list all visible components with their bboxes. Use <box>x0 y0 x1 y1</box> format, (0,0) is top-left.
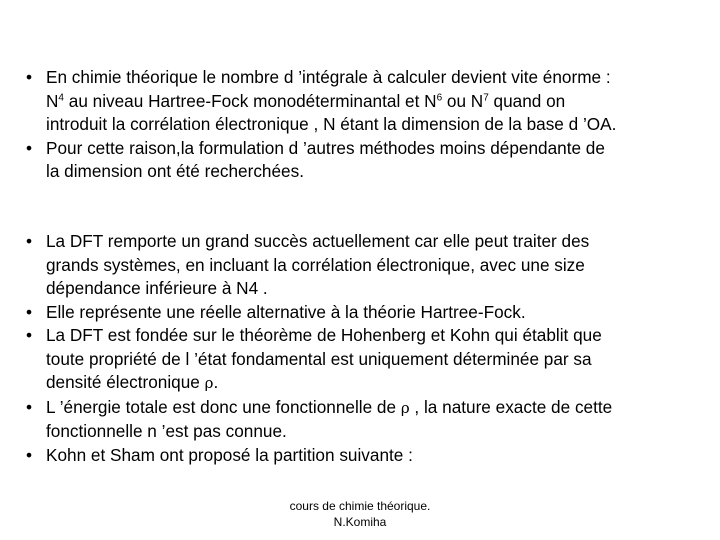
text-run: L ’énergie totale est donc une fonctionnelle de <box>46 396 401 417</box>
text-line: La DFT est fondée sur le théorème de Hohenberg et Kohn qui établit que <box>46 325 602 345</box>
text-line: toute propriété de l ’état fondamental est uniquement déterminée par sa <box>46 348 592 369</box>
bullet-icon: • <box>26 396 33 417</box>
bullet-item-kohn-sham <box>20 444 710 468</box>
superscript-exponent: 6 <box>436 91 443 103</box>
bullet-item-other-methods <box>20 137 710 184</box>
bullet-icon: • <box>26 444 33 465</box>
text-run: ou N <box>442 90 484 111</box>
text-run: N <box>46 90 59 111</box>
bullet-item-hohenberg-kohn <box>20 324 710 396</box>
text-line: En chimie théorique le nombre d ’intégrale à calculer devient vite énorme : <box>46 67 611 87</box>
bullet-icon: • <box>26 231 33 251</box>
text-run: . <box>213 372 219 392</box>
bullet-group-dft <box>20 230 710 467</box>
bullet-item-energy-functional <box>20 396 710 444</box>
bullet-icon: • <box>26 301 33 322</box>
text-line: introduit la corrélation électronique , N étant la dimension de la base d ’OA. <box>46 114 617 134</box>
superscript-exponent: 7 <box>483 91 489 103</box>
text-line <box>46 90 710 114</box>
text-line <box>46 371 710 396</box>
bullet-icon: • <box>26 67 33 87</box>
footer-author: N.Komiha <box>333 515 387 529</box>
text-run: densité électronique <box>46 372 205 392</box>
bullet-group-complexity <box>20 66 710 184</box>
bullet-item-integral-scaling <box>20 66 710 137</box>
text-line <box>46 396 710 421</box>
text-run: quand on <box>488 90 566 111</box>
bullet-icon: • <box>26 137 33 158</box>
rho-symbol: ρ <box>400 398 410 417</box>
text-line: Pour cette raison,la formulation d ’autres méthodes moins dépendante de <box>46 137 605 158</box>
bullet-item-dft-success <box>20 230 710 301</box>
footer <box>250 498 470 530</box>
text-line: grands systèmes, en incluant la corrélation électronique, avec une size <box>46 254 585 275</box>
rho-symbol: ρ <box>204 374 214 392</box>
text-run: au niveau Hartree-Fock monodéterminantal et N <box>63 90 437 111</box>
footer-course-title: cours de chimie théorique. <box>289 499 431 513</box>
text-run: , la nature exacte de cette <box>409 396 613 417</box>
text-line: la dimension ont été recherchées. <box>46 161 304 181</box>
text-line: Elle représente une réelle alternative à la théorie Hartree-Fock. <box>46 301 526 322</box>
text-line: La DFT remporte un grand succès actuellement car elle peut traiter des <box>46 231 590 251</box>
text-line: dépendance inférieure à N4 . <box>46 278 268 298</box>
superscript-exponent: 4 <box>58 91 64 103</box>
text-line: Kohn et Sham ont proposé la partition suivante : <box>46 444 413 465</box>
bullet-icon: • <box>26 325 33 345</box>
bullet-item-hf-alternative <box>20 301 710 325</box>
text-line: fonctionnelle n ’est pas connue. <box>46 421 287 441</box>
